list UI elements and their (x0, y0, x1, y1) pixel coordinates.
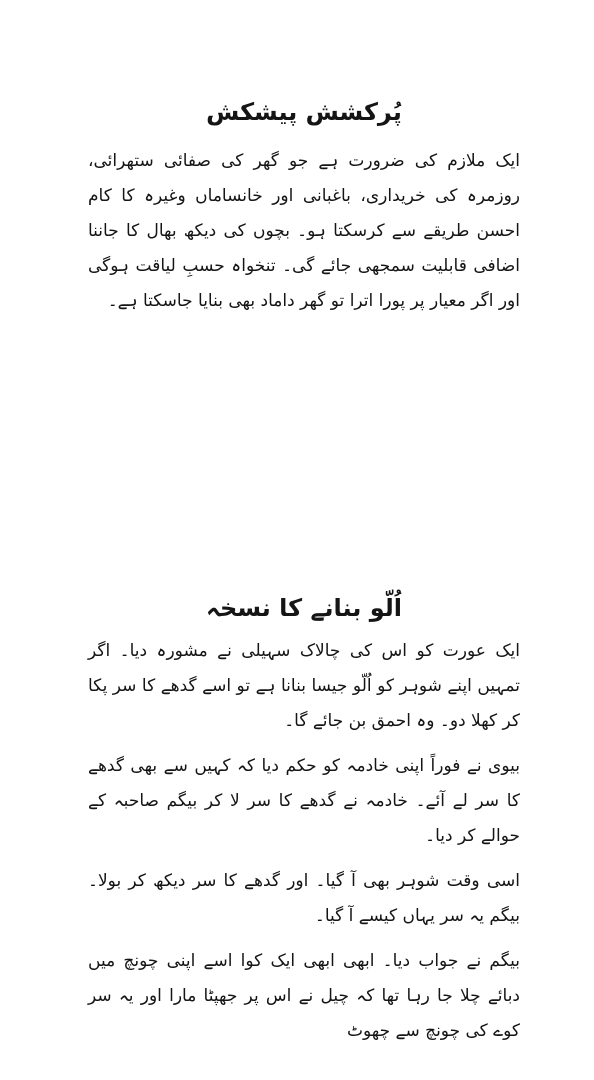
story-paragraph: بیگم نے جواب دیا۔ ابھی ابھی ایک کوا اسے اپنی چونچ میں دبائے چلا جا رہا تھا کہ چیل نے اس پر جھپٹا مارا اور یہ سر کوے کی چونچ سے چھوٹ (88, 951, 520, 1041)
section-title: اُلّو بنانے کا نسخہ (205, 594, 402, 622)
offer-section (88, 92, 520, 319)
story-paragraph: ایک عورت کو اس کی چالاک سہیلی نے مشورہ دیا۔ اگر تمہیں اپنے شوہر کو اُلّو جیسا بنانا ہے تو اسے گدھے کا سر پکا کر کھلا دو۔ وہ احمق بن جائے گا۔ (88, 641, 520, 731)
story-paragraph: بیوی نے فوراً اپنی خادمہ کو حکم دیا کہ کہیں سے بھی گدھے کا سر لے آئے۔ خادمہ نے گدھے کا سر لا کر بیگم صاحبہ کے حوالے کر دیا۔ (88, 756, 520, 846)
paragraph-gap (88, 934, 520, 944)
recipe-section (88, 588, 520, 1049)
section-title: پُرکشش پیشکش (206, 98, 402, 126)
story-paragraph: اسی وقت شوہر بھی آ گیا۔ اور گدھے کا سر دیکھ کر بولا۔ بیگم یہ سر یہاں کیسے آ گیا۔ (88, 871, 520, 926)
offer-paragraph: ایک ملازم کی ضرورت ہے جو گھر کی صفائی ستھرائی، روزمرہ کی خریداری، باغبانی اور خانساماں وغیرہ کا کام احسن طریقے سے کرسکتا ہو۔ بچوں کی دیکھ بھال کا جاننا اضافی قابلیت سمجھی جائے گی۔ تنخواہ حسبِ لیاقت ہوگی اور اگر معیار پر پورا اترا تو گھر داماد بھی بنایا جاسکتا ہے۔ (88, 151, 520, 311)
paragraph-gap (88, 854, 520, 864)
paragraph-gap (88, 739, 520, 749)
